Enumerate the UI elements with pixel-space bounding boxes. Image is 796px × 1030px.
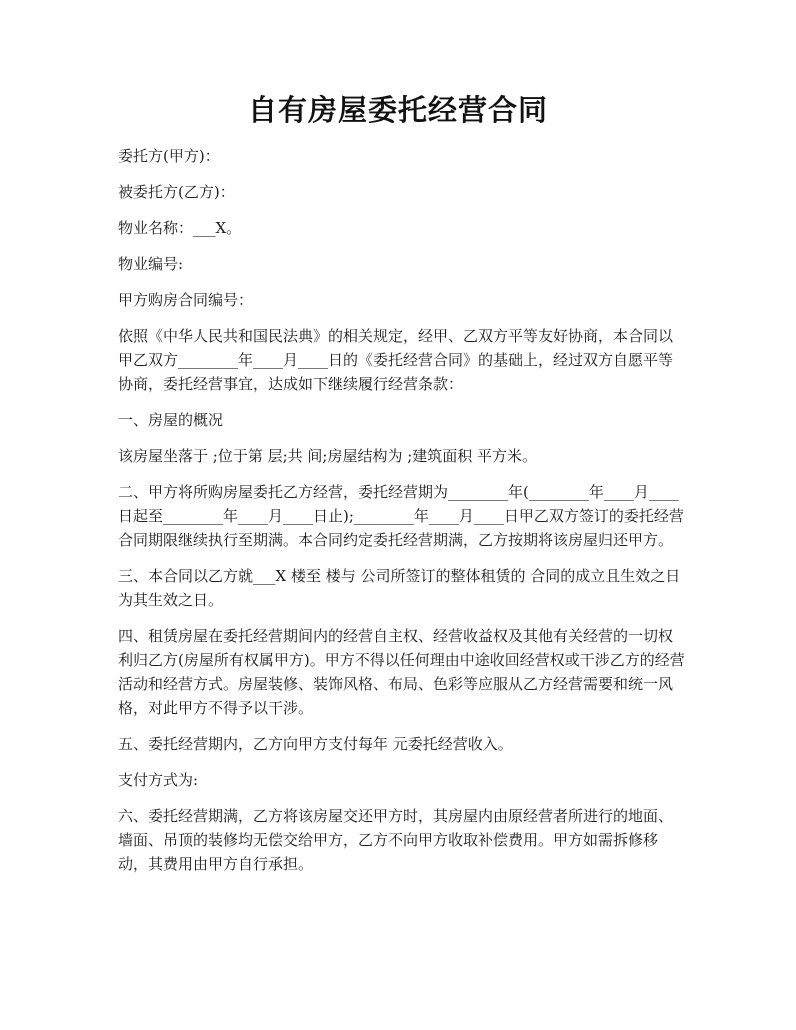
property-details-paragraph: 该房屋坐落于 ;位于第 层;共 间;房屋结构为 ;建筑面积 平方米。 (118, 447, 538, 465)
purchase-contract-number-line: 甲方购房合同编号： (118, 291, 254, 309)
document-body (118, 144, 686, 888)
party-a-line: 委托方(甲方)： (118, 147, 220, 165)
payment-method-line: 支付方式为: (118, 771, 199, 789)
clause-4-paragraph: 四、租赁房屋在委托经营期间内的经营自主权、经营收益权及其他有关经营的一切权利归乙方(房屋所有权属甲方)。甲方不得以任何理由中途收回经营权或干涉乙方的经营活动和经营方式。房屋装修、装饰风格、布局、色彩等应服从乙方经营需要和统一风格，对此甲方不得予以干涉。 (118, 627, 685, 717)
property-number-line: 物业编号: (118, 255, 184, 273)
clause-6-paragraph: 六、委托经营期满，乙方将该房屋交还甲方时，其房屋内由原经营者所进行的地面、墙面、吊顶的装修均无偿交给甲方，乙方不向甲方收取补偿费用。甲方如需拆修移动，其费用由甲方自行承担。 (118, 807, 674, 873)
clause-2-paragraph: 二、甲方将所购房屋委托乙方经营，委托经营期为________年(________年____月____日起至________年____月____日止);________年____月____日甲乙双方签订的委托经营合同期限继续执行至期满。本合同约定委托经营期满，乙方按期将该房屋归还甲方。 (118, 483, 684, 549)
party-b-line: 被委托方(乙方)： (118, 183, 235, 201)
preamble-paragraph: 依照《中华人民共和国民法典》的相关规定，经甲、乙双方平等友好协商，本合同以甲乙双方________年____月____日的《委托经营合同》的基础上，经过双方自愿平等协商，委托经营事宜，达成如下继续履行经营条款： (118, 327, 674, 393)
document-title: 自有房屋委托经营合同 (247, 93, 548, 127)
clause-5-paragraph: 五、委托经营期内，乙方向甲方支付每年 元委托经营收入。 (118, 735, 513, 753)
clause-3-paragraph: 三、本合同以乙方就___X 楼至 楼与 公司所签订的整体租赁的 合同的成立且生效之日为其生效之日。 (118, 567, 681, 609)
section-1-heading: 一、房屋的概况 (118, 411, 224, 429)
property-name-line: 物业名称：___X。 (118, 219, 242, 237)
